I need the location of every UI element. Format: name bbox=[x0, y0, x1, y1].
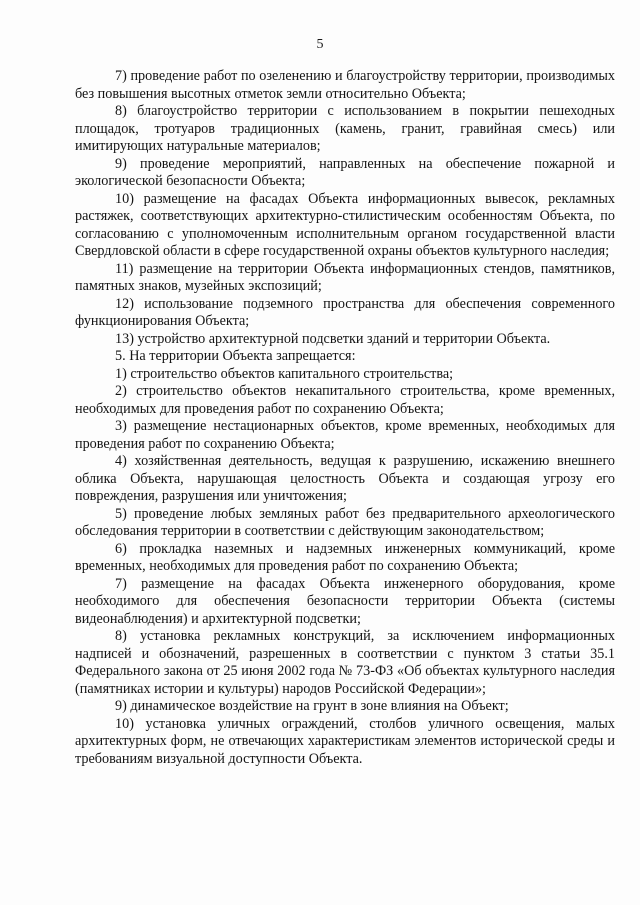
prohibited-item-7: 7) размещение на фасадах Объекта инженерного оборудования, кроме необходимого для обеспечения безопасности территории Объекта (системы видеонаблюдения) и архитектурной подсветки; bbox=[75, 575, 615, 627]
prohibited-item-10: 10) установка уличных ограждений, столбов уличного освещения, малых архитектурных форм, не отвечающих характеристикам элементов исторической среды и требованиям визуальной доступности Объекта. bbox=[75, 715, 615, 767]
paragraph-item-9-safety: 9) проведение мероприятий, направленных на обеспечение пожарной и экологической безопасности Объекта; bbox=[75, 155, 615, 189]
paragraph-item-8-improvement: 8) благоустройство территории с использованием в покрытии пешеходных площадок, тротуаров традиционных (камень, гранит, гравийная смесь) или имитирующих натуральные материалов; bbox=[75, 103, 615, 154]
paragraph-item-13-lighting: 13) устройство архитектурной подсветки зданий и территории Объекта. bbox=[115, 330, 551, 347]
paragraph-item-7-landscaping: 7) проведение работ по озеленению и благоустройству территории, производимых без повышения высотных отметок земли относительно Объекта; bbox=[75, 68, 615, 102]
paragraph-item-10-signage: 10) размещение на фасадах Объекта информационных вывесок, рекламных растяжек, соответствующих архитектурно-стилистическим особенностям Объекта, по согласованию с уполномоченным исполнительным органом государственной власти Свердловской области в сфере государственной охраны объектов культурного наследия; bbox=[75, 190, 615, 259]
prohibited-item-8: 8) установка рекламных конструкций, за исключением информационных надписей и обозначений, разрешенных в соответствии с пунктом 3 статьи 35.1 Федерального закона от 25 июня 2002 года № 73-ФЗ «Об объектах культурного наследия (памятниках истории и культуры) народов Российской Федерации»; bbox=[75, 628, 615, 697]
paragraph-item-11-stands: 11) размещение на территории Объекта информационных стендов, памятников, памятных знаков, музейных экспозиций; bbox=[75, 260, 615, 294]
page-number: 5 bbox=[316, 37, 324, 52]
prohibited-item-4: 4) хозяйственная деятельность, ведущая к разрушению, искажению внешнего облика Объекта, нарушающая целостность Объекта и создающая угрозу его повреждения, разрушения или уничтожения; bbox=[75, 453, 615, 504]
prohibited-item-5: 5) проведение любых земляных работ без предварительного археологического обследования территории в соответствии с действующим законодательством; bbox=[75, 505, 615, 539]
prohibited-item-6: 6) прокладка наземных и надземных инженерных коммуникаций, кроме временных, необходимых для проведения работ по сохранению Объекта; bbox=[75, 540, 615, 574]
prohibited-item-3: 3) размещение нестационарных объектов, кроме временных, необходимых для проведения работ по сохранению Объекта; bbox=[75, 418, 615, 452]
prohibited-item-2: 2) строительство объектов некапитального строительства, кроме временных, необходимых для проведения работ по сохранению Объекта; bbox=[75, 383, 615, 417]
prohibited-item-9: 9) динамическое воздействие на грунт в зоне влияния на Объект; bbox=[115, 698, 509, 714]
paragraph-item-12-underground: 12) использование подземного пространства для обеспечения современного функционирования Объекта; bbox=[75, 295, 615, 329]
section-heading-prohibited: 5. На территории Объекта запрещается: bbox=[115, 348, 356, 364]
prohibited-item-1: 1) строительство объектов капитального строительства; bbox=[115, 365, 454, 382]
document-body bbox=[75, 68, 615, 768]
